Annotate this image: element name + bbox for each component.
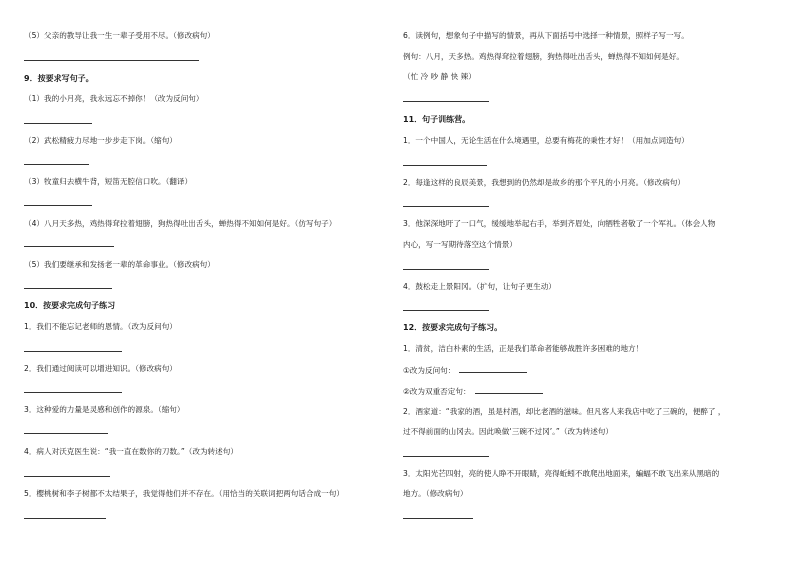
question-10-2: 2．我们通过阅读可以增进知识。（修改病句） — [24, 364, 177, 373]
answer-line[interactable] — [403, 310, 489, 311]
answer-line[interactable] — [403, 165, 487, 166]
question-9-2: （2）武松精疲力尽地一步步走下岗。（缩句） — [24, 136, 177, 145]
question-12-2: 2．酒家道：“我家的酒，虽是村酒，却比老酒的滋味。但凡客人来我店中吃了三碗的，便醉了 ， — [403, 407, 726, 416]
answer-line[interactable] — [24, 246, 114, 247]
answer-line[interactable] — [24, 288, 112, 289]
section-9-title: 9．按要求写句子。 — [24, 74, 94, 83]
question-11-1: 1．一个中国人，无论生活在什么境遇里，总要有梅花的秉性才好！（用加点词造句） — [403, 136, 689, 145]
option-a-label: ①改为反问句： — [403, 366, 456, 375]
question-6-line1: 6．读例句，想象句子中描写的情景，再从下面括号中选择一种情景，照样子写一写。 — [403, 31, 689, 40]
answer-line[interactable] — [24, 123, 92, 124]
question-12-1-option-b — [403, 386, 543, 396]
option-b-label: ②改为双重否定句： — [403, 387, 471, 396]
answer-line[interactable] — [24, 476, 110, 477]
question-12-3: 3．太阳光芒四射，亮的使人睁不开眼睛，亮得蚯蚓不敢爬出地面来，蝙蝠不敢飞出来从黑暗的 — [403, 469, 720, 478]
answer-line[interactable] — [475, 386, 543, 394]
question-10-4: 4．病人对沃克医生说：“我一直在数你的刀数。”（改为转述句） — [24, 447, 238, 456]
question-9-3: （3）牧童归去横牛背，短笛无腔信口吹。（翻译） — [24, 177, 193, 186]
question-12-1: 1．清贫，洁白朴素的生活，正是我们革命者能够战胜许多困难的地方！ — [403, 344, 644, 353]
question-6-options: （忙 冷 吵 静 快 辣） — [403, 72, 476, 81]
section-12-title: 12．按要求完成句子练习。 — [403, 323, 503, 332]
question-6-example: 例句：八月，天多热。鸡热得耷拉着翅膀，狗热得吐出舌头，蝉热得不知如何是好。 — [403, 52, 684, 61]
answer-line[interactable] — [24, 351, 122, 352]
answer-line[interactable] — [403, 269, 489, 270]
question-11-3: 3．他深深地吁了一口气，缓缓地举起右手，举到齐眉处，向牺牲者敬了一个军礼。（体会人物 — [403, 219, 716, 228]
answer-line[interactable] — [403, 456, 489, 457]
question-12-3-cont: 地方。（修改病句） — [403, 489, 468, 498]
answer-line[interactable] — [24, 60, 199, 61]
question-9-5: （5）我们要继承和发扬老一辈的革命事业。（修改病句） — [24, 260, 215, 269]
question-10-3: 3．这种爱的力量是灵感和创作的源泉。（缩句） — [24, 405, 185, 414]
answer-line[interactable] — [24, 433, 108, 434]
question-9-4: （4）八月天多热，鸡热得耷拉着翅膀，狗热得吐出舌头，蝉热得不知如何是好。（仿写句子） — [24, 219, 337, 228]
answer-line[interactable] — [459, 365, 527, 373]
question-10-5: 5．樱桃树和李子树都不太结果子，我觉得他们并不存在。（用恰当的关联词把两句话合成一句） — [24, 489, 344, 498]
question-11-2: 2．每逢这样的良辰美景，我想到的仍然却是故乡的那个平凡的小月亮。（修改病句） — [403, 178, 685, 187]
answer-line[interactable] — [24, 518, 106, 519]
question-10-1: 1．我们不能忘记老师的恩情。（改为反问句） — [24, 322, 177, 331]
answer-line[interactable] — [24, 205, 92, 206]
question-11-4: 4．鼓松走上景阳冈。（扩句，让句子更生动） — [403, 282, 556, 291]
answer-line[interactable] — [24, 392, 122, 393]
question-8-5: （5）父亲的教导让我一生一辈子受用不尽。（修改病句） — [24, 31, 215, 40]
question-9-1: （1）我的小月亮，我永远忘不掉你！（改为反问句） — [24, 94, 204, 103]
answer-line[interactable] — [403, 206, 489, 207]
answer-line[interactable] — [403, 518, 473, 519]
section-11-title: 11．句子训练营。 — [403, 115, 471, 124]
answer-line[interactable] — [24, 164, 89, 165]
question-12-1-option-a — [403, 365, 527, 375]
question-11-3-cont: 内心，写一写期待落空这个情景） — [403, 240, 517, 249]
answer-line[interactable] — [403, 101, 489, 102]
section-10-title: 10．按要求完成句子练习 — [24, 301, 116, 310]
question-12-2-cont: 过不得前面的山冈去。因此唤做‘三碗不过冈’。”（改为转述句） — [403, 427, 613, 436]
